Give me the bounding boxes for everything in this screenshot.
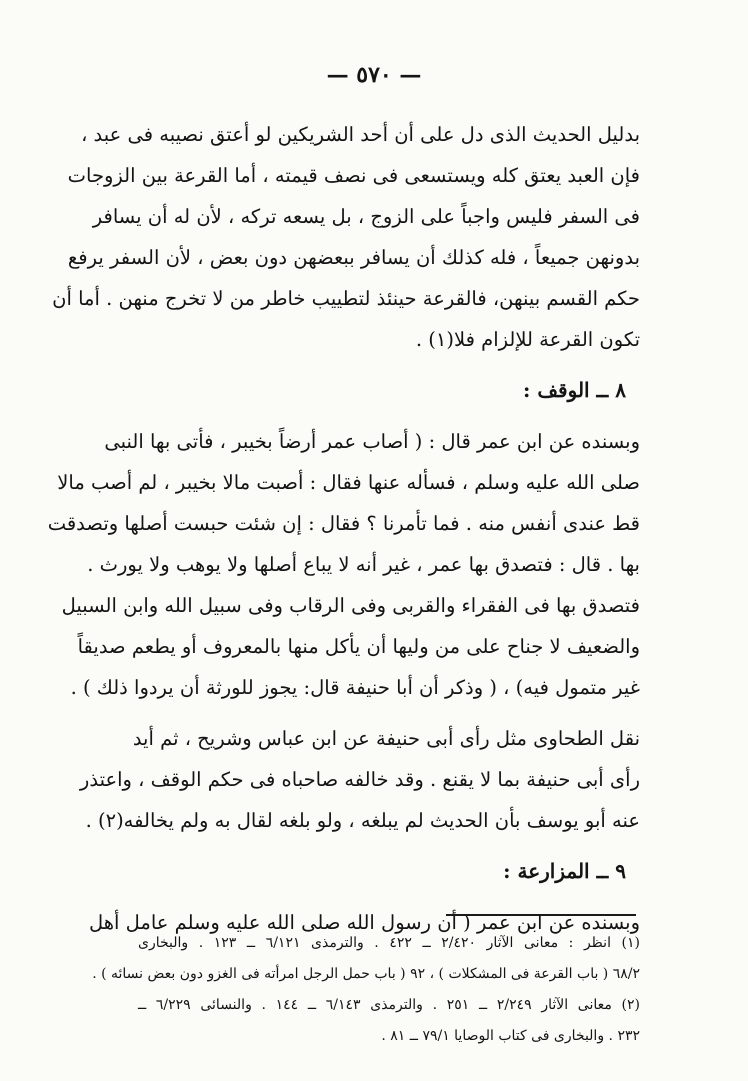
- text-line: رأى أبى حنيفة بما لا يقنع . وقد خالفه صاحباه فى حكم الوقف ، واعتذر: [79, 768, 640, 791]
- footnote-divider: [446, 914, 636, 916]
- text-line: بدونهن جميعاً ، فله كذلك أن يسافر ببعضهن دون بعض ، لأن السفر يرفع: [67, 246, 640, 269]
- text-line: والضعيف لا جناح على من وليها أن يأكل منها بالمعروف أو يطعم صديقاً: [77, 635, 640, 658]
- footnote-line: ٢٣٢ . والبخارى فى كتاب الوصايا ٧٩/١ ــ ٨١ .: [381, 1028, 640, 1044]
- text-line: بها . قال : فتصدق بها عمر ، غير أنه لا يباع أصلها ولا يوهب ولا يورث .: [87, 553, 640, 576]
- text-line: غير متمول فيه) ، ( وذكر أن أبا حنيفة قال: يجوز للورثة أن يردوا ذلك ) .: [70, 676, 640, 699]
- section-heading-muzaraa: ٩ ــ المزارعة :: [503, 859, 626, 883]
- text-line: وبسنده عن ابن عمر ( أن رسول الله صلى الله عليه وسلم عامل أهل: [88, 911, 640, 934]
- paragraph-tahawi-note: [79, 718, 640, 841]
- paragraph-gap: [140, 411, 640, 421]
- text-line: فى السفر فليس واجباً على الزوج ، بل يسعه تركه ، لأن له أن يسافر: [92, 205, 640, 228]
- footnote-line: (١) انظر : معانى الآثار ٢/٤٢٠ ــ ٤٢٢ . والترمذى ٦/١٢١ ــ ١٢٣ . والبخارى: [138, 935, 640, 951]
- text-line: عنه أبو يوسف بأن الحديث لم يبلغه ، ولو بلغه لقال به ولم يخالفه(٢) .: [85, 809, 640, 832]
- text-line: قط عندى أنفس منه . فما تأمرنا ؟ فقال : إن شئت حبست أصلها وتصدقت: [47, 512, 640, 535]
- text-line: نقل الطحاوى مثل رأى أبى حنيفة عن ابن عباس وشريح ، ثم أيد: [132, 727, 640, 750]
- text-line: وبسنده عن ابن عمر قال : ( أصاب عمر أرضاً بخيبر ، فأتى بها النبى: [104, 430, 640, 453]
- text-line: صلى الله عليه وسلم ، فسأله عنها فقال : أصبت مالا بخيبر ، لم أصب مالا: [57, 471, 640, 494]
- page-number: — ٥٧٠ —: [326, 62, 422, 88]
- footnotes: [92, 928, 641, 1052]
- paragraph-gap: [140, 841, 640, 851]
- footnote-line: (٢) معانى الآثار ٢/٢٤٩ ــ ٢٥١ . والترمذى ٦/١٤٣ ــ ١٤٤ . والنسائى ٦/٢٢٩ ــ: [138, 997, 641, 1013]
- paragraph-qur-a-lots: [52, 114, 640, 360]
- footnote-line: ٦٨/٢ ( باب القرعة فى المشكلات ) ، ٩٢ ( باب حمل الرجل امرأته فى الغزو دون بعض نسائه ) .: [92, 966, 640, 982]
- text-line: تكون القرعة للإلزام فلا(١) .: [415, 328, 640, 351]
- section-heading-waqf: ٨ ــ الوقف :: [523, 378, 626, 402]
- text-line: بدليل الحديث الذى دل على أن أحد الشريكين لو أعتق نصيبه فى عبد ،: [81, 123, 640, 146]
- text-line: حكم القسم بينهن، فالقرعة حينئذ لتطييب خاطر من لا تخرج منهن . أما أن: [52, 287, 640, 310]
- paragraph-gap: [140, 892, 640, 902]
- paragraph-waqf-hadith: [47, 421, 640, 708]
- paragraph-gap: [140, 708, 640, 718]
- text-line: فتصدق بها فى الفقراء والقربى وفى الرقاب وفى سبيل الله وابن السبيل: [61, 594, 640, 617]
- text-line: فإن العبد يعتق كله ويستسعى فى نصف قيمته ، أما القرعة بين الزوجات: [67, 164, 640, 187]
- paragraph-gap: [140, 360, 640, 370]
